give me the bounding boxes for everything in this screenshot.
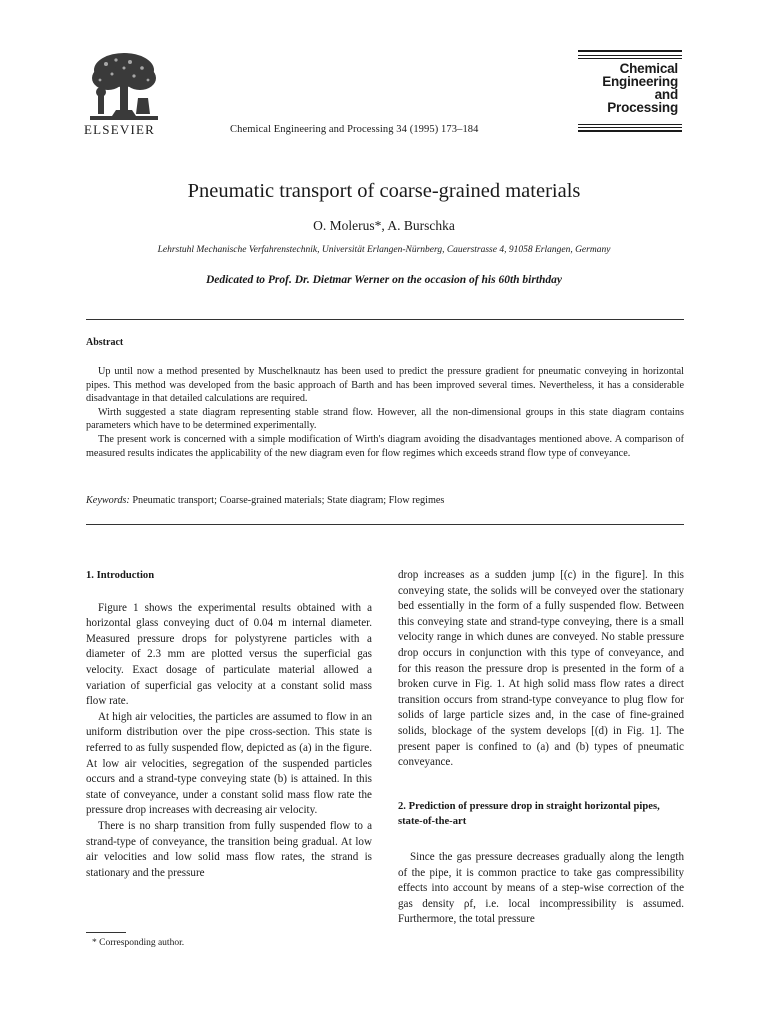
journal-mark-rule [578, 58, 682, 59]
journal-mark-line: Chemical [619, 61, 678, 76]
abstract-heading: Abstract [86, 337, 124, 348]
section-heading: 2. Prediction of pressure drop in straight horizontal pipes, state-of-the-art [398, 800, 660, 828]
journal-mark-line: Processing [607, 100, 678, 115]
journal-mark-rule [578, 124, 682, 125]
publisher-name: ELSEVIER [84, 122, 155, 137]
divider [86, 319, 684, 320]
section-heading: 1. Introduction [86, 570, 155, 581]
divider [86, 524, 684, 525]
right-column [398, 568, 684, 928]
journal-mark-rule [578, 55, 682, 56]
body-paragraph: There is no sharp transition from fully suspended flow to a strand-type of conveyance, the transition being gradual. At low air velocities and low solid mass flow rates, the strand is stationary and the pressure [86, 819, 372, 879]
journal-mark-rule [578, 127, 682, 128]
abstract-paragraph: Up until now a method presented by Muschelknautz has been used to predict the pressure gradient for pneumatic conveying in horizontal pipes. This method was developed from the basic approach of Barth and has been improved several times. Nevertheless, it has a considerable disadvantage in that detailed calculations are required. [86, 366, 684, 405]
body-paragraph: Since the gas pressure decreases gradually along the length of the pipe, it is common practice to take gas compressibility effects into account by means of a step-wise correction of the gas density ρf, i.e. local incompressibility is assumed. Furthermore, the total pressure [398, 850, 684, 926]
authors: O. Molerus*, A. Burschka [313, 218, 455, 233]
journal-mark-rule [578, 50, 682, 52]
keywords [86, 495, 684, 506]
affiliation: Lehrstuhl Mechanische Verfahrenstechnik, Universität Erlangen-Nürnberg, Cauerstrasse 4, 91058 Erlangen, Germany [157, 245, 611, 255]
journal-mark-title [602, 62, 678, 114]
keywords-list: Pneumatic transport; Coarse-grained materials; State diagram; Flow regimes [132, 495, 445, 506]
keywords-label: Keywords: [86, 495, 130, 506]
body-paragraph: At high air velocities, the particles are assumed to flow in an uniform distribution over the pipe cross-section. This state is referred to as fully suspended flow, depicted as (a) in the figure. At low air velocities, segregation of the suspended particles occurs and a strand-type conveying state (b) is attained. In this state of conveyance, under a constant solid mass flow rate the pressure drop increases with decreasing air velocity. [86, 710, 372, 817]
journal-citation: Chemical Engineering and Processing 34 (1995) 173–184 [230, 124, 479, 135]
elsevier-tree-icon [86, 50, 162, 122]
dedication: Dedicated to Prof. Dr. Dietmar Werner on the occasion of his 60th birthday [205, 274, 563, 286]
abstract-paragraph: The present work is concerned with a simple modification of Wirth's diagram avoiding the disadvantages mentioned above. A comparison of measured results indicates the applicability of the new diagram even for flow regimes which exceeds strand flow type of conveyance. [86, 433, 684, 459]
journal-mark-line: and [654, 87, 678, 102]
left-column [86, 568, 372, 881]
body-paragraph: Figure 1 shows the experimental results obtained with a horizontal glass conveying duct of 0.04 m internal diameter. Measured pressure drops for polystyrene particles with a diameter of 2.3 mm are plotted versus the superficial gas velocity. Exact dosage of particulate material allowed a variation of superficial gas velocity at a constant solid mass flow rate. [86, 601, 372, 708]
abstract-paragraph: Wirth suggested a state diagram representing stable strand flow. However, all the non-dimensional groups in this state diagram contains parameters which have to be determined experimentally. [86, 406, 684, 432]
footnote-rule [86, 932, 126, 933]
article-title: Pneumatic transport of coarse-grained materials [187, 180, 581, 202]
footnote: * Corresponding author. [92, 938, 185, 948]
body-paragraph: drop increases as a sudden jump [(c) in the figure]. In this conveying state, the solids will be conveyed over the stationary bed essentially in the form of a fully suspended flow. Between this conveying state and strand-type conveying, there is a small velocity range in which dunes are conveyed. No stable pressure drop occurs in conjunction with this type of conveyance, and for this reason the pressure drop is presented in the form of a broken curve in Fig. 1. At high solid mass flow rates a direct transition occurs from strand-type conveyance to plug flow for solids of large particle sizes and, in the case of fine-grained solids, blockage of the system develops [(d) in Fig. 1]. The present paper is confined to (a) and (b) types of pneumatic conveyance. [398, 569, 684, 769]
journal-mark-line: Engineering [602, 74, 678, 89]
journal-mark-rule [578, 130, 682, 132]
journal-mark [578, 50, 682, 134]
abstract-body [86, 365, 684, 460]
